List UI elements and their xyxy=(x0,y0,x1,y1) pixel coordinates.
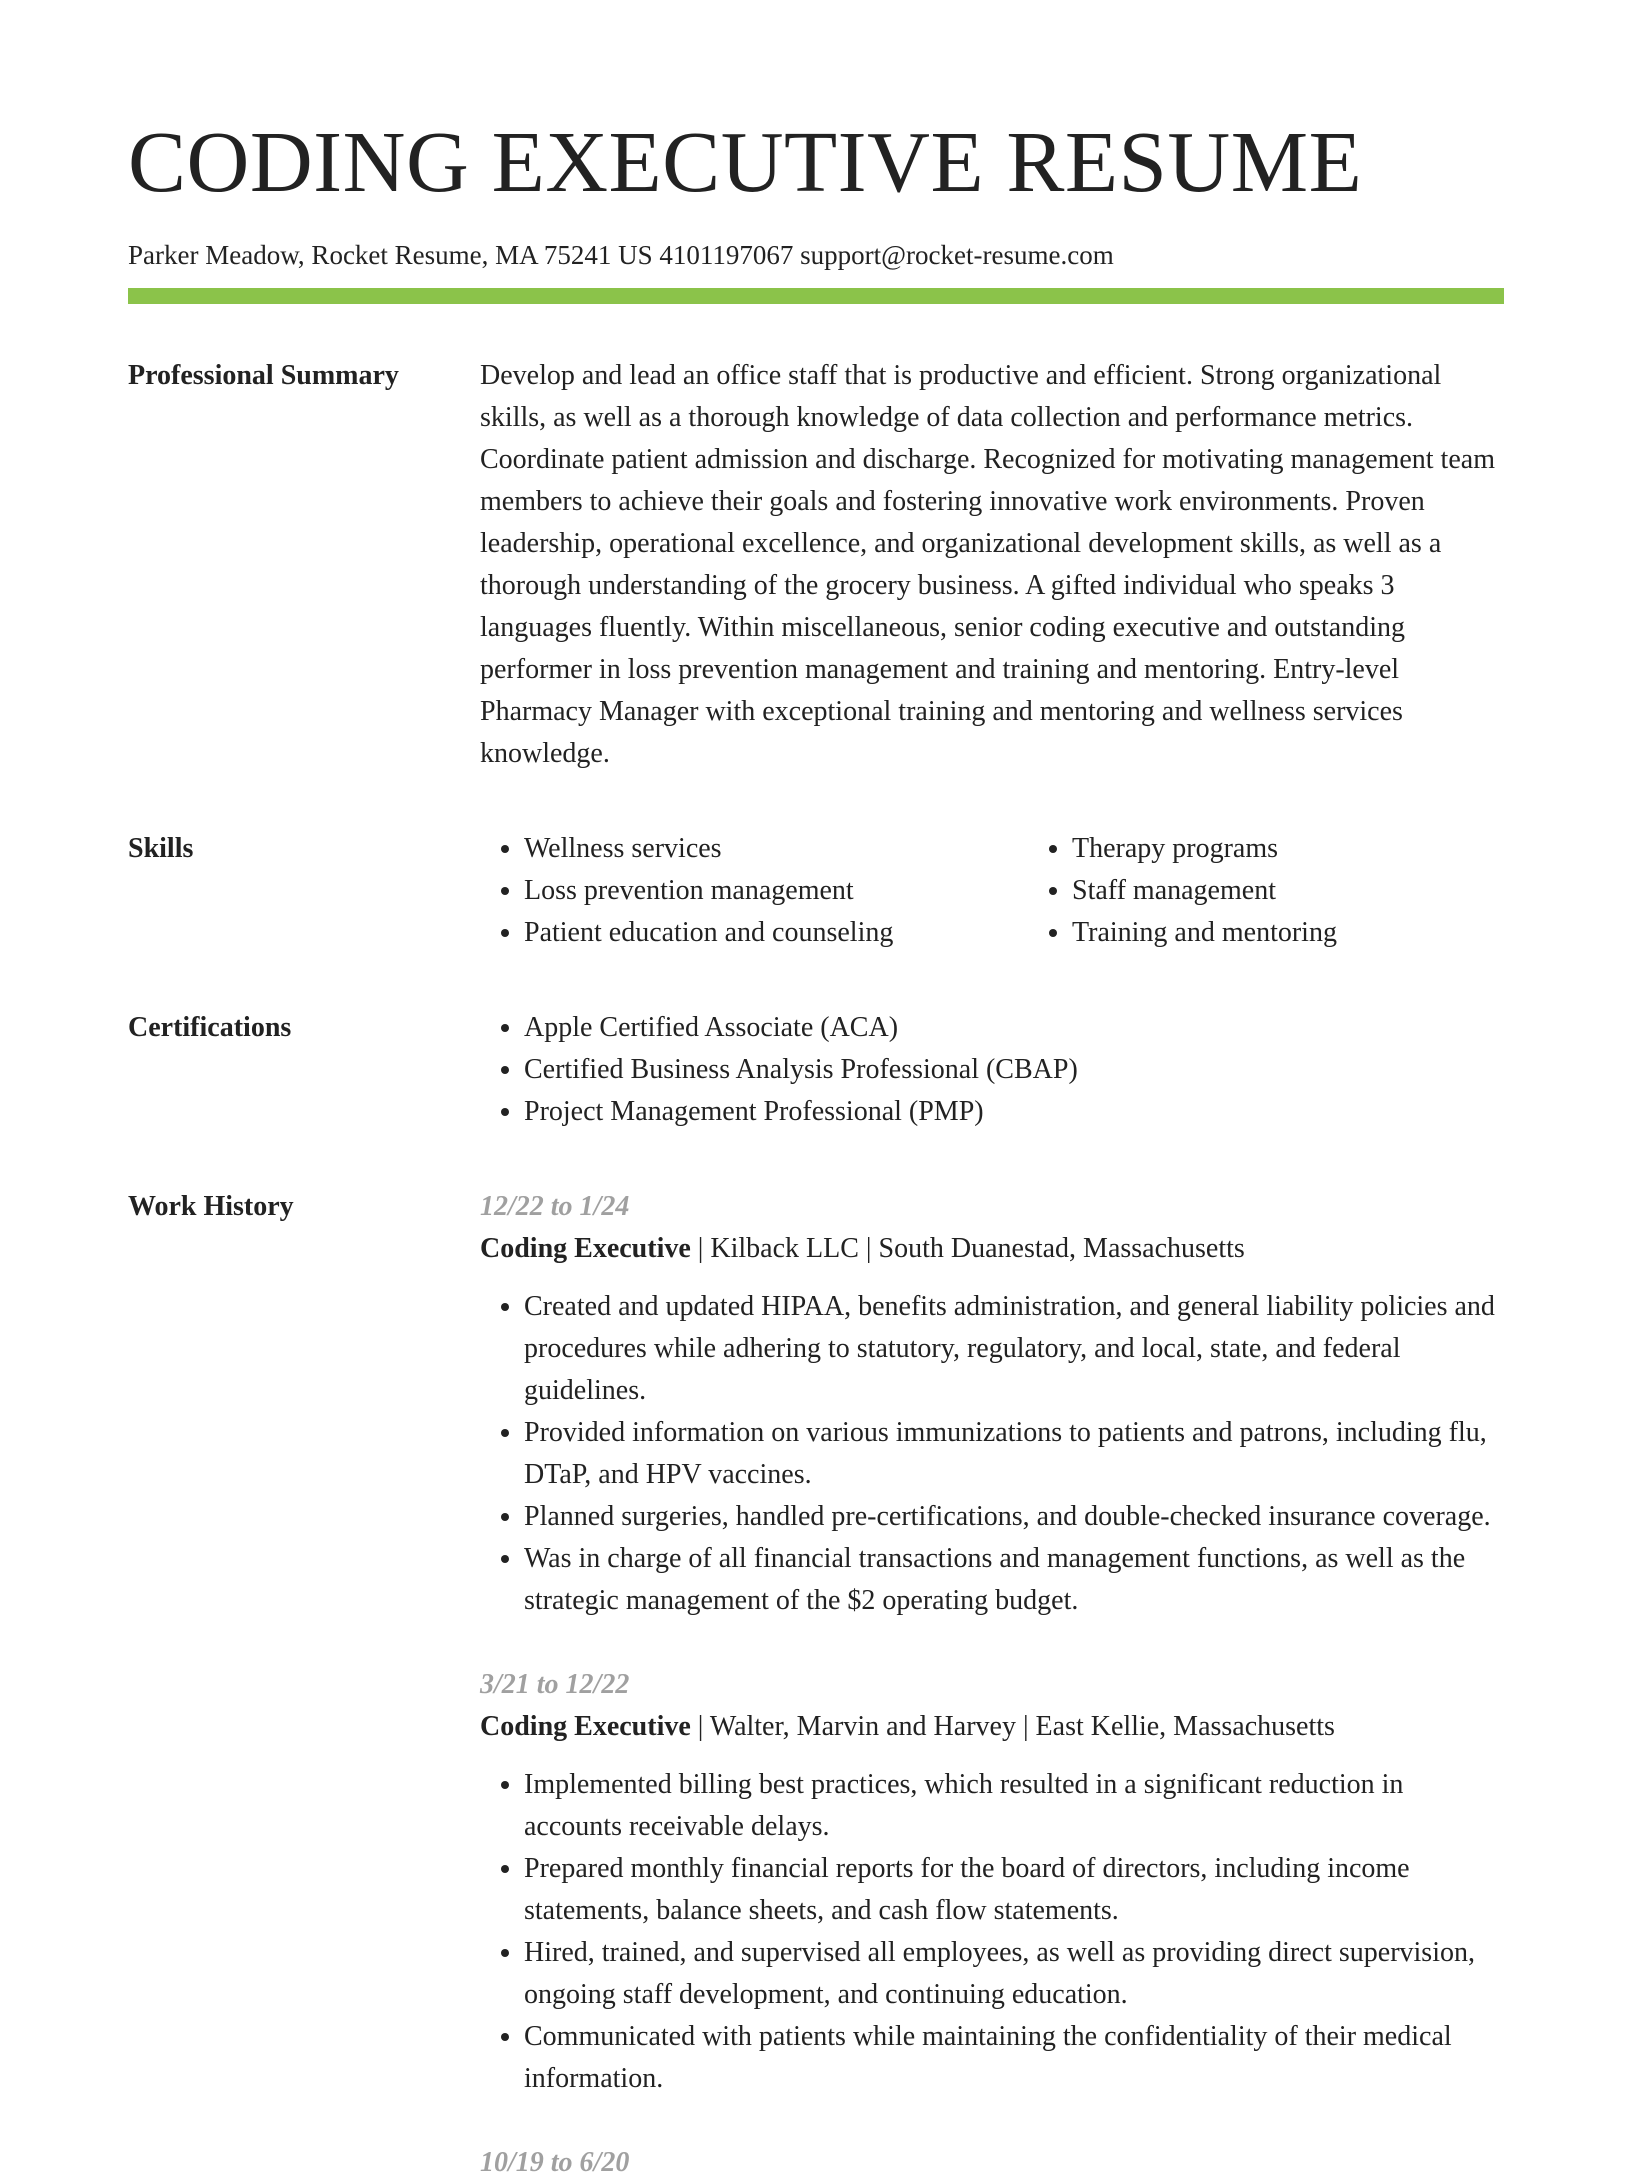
resume-page xyxy=(128,0,1504,2184)
job-date: 3/21 to 12/22 xyxy=(480,1669,630,1701)
certifications-section xyxy=(128,1007,1504,1133)
skill-item: • Therapy programs xyxy=(1072,828,1337,870)
job-entry xyxy=(480,1186,1504,1622)
job-bullet: • Provided information on various immunizations to patients and patrons, including flu, DTaP, and HPV vaccines. xyxy=(524,1412,1504,1496)
section-label-work-history: Work History xyxy=(128,1191,294,1223)
job-heading xyxy=(480,1228,1504,1270)
skill-item: • Loss prevention management xyxy=(524,870,1028,912)
skill-item: • Patient education and counseling xyxy=(524,912,1028,954)
job-bullet-list xyxy=(480,1286,1504,1622)
job-details: | Kilback LLC | South Duanestad, Massachusetts xyxy=(690,1233,1245,1265)
job-details: | Walter, Marvin and Harvey | East Kellie, Massachusetts xyxy=(690,1711,1335,1743)
job-bullet: • Planned surgeries, handled pre-certifications, and double-checked insurance coverage. xyxy=(524,1496,1504,1538)
resume-title: CODING EXECUTIVE RESUME xyxy=(128,113,1363,210)
work-history-body xyxy=(480,1186,1504,2184)
skills-list-left xyxy=(480,828,1028,954)
summary-section xyxy=(128,355,1504,775)
job-entry xyxy=(480,1664,1504,2100)
job-title: Coding Executive xyxy=(480,1711,691,1743)
section-label-summary: Professional Summary xyxy=(128,360,399,392)
job-bullet: • Prepared monthly financial reports for the board of directors, including income statements, balance sheets, and cash flow statements. xyxy=(524,1848,1504,1932)
summary-text: Develop and lead an office staff that is productive and efficient. Strong organizational skills, as well as a thorough knowledge of data collection and performance metrics. Coordinate patient admission and discharge. Recognized for motivating management team members to achieve their goals and fostering innovative work environments. Proven leadership, operational excellence, and organizational development skills, as well as a thorough understanding of the grocery business. A gifted individual who speaks 3 languages fluently. Within miscellaneous, senior coding executive and outstanding performer in loss prevention management and training and mentoring. Entry-level Pharmacy Manager with exceptional training and mentoring and wellness services knowledge. xyxy=(480,360,1495,770)
job-bullet: • Communicated with patients while maintaining the confidentiality of their medical information. xyxy=(524,2016,1504,2100)
job-bullet: • Was in charge of all financial transactions and management functions, as well as the strategic management of the $2 operating budget. xyxy=(524,1538,1504,1622)
job-bullet: • Implemented billing best practices, which resulted in a significant reduction in accounts receivable delays. xyxy=(524,1764,1504,1848)
certification-item: • Project Management Professional (PMP) xyxy=(524,1091,1504,1133)
skill-item: • Training and mentoring xyxy=(1072,912,1337,954)
summary-body xyxy=(480,355,1504,775)
section-label-certifications: Certifications xyxy=(128,1012,292,1044)
certification-item: • Apple Certified Associate (ACA) xyxy=(524,1007,1504,1049)
certification-item: • Certified Business Analysis Professional (CBAP) xyxy=(524,1049,1504,1091)
section-label-skills: Skills xyxy=(128,833,194,865)
header-divider xyxy=(128,288,1504,304)
job-date: 12/22 to 1/24 xyxy=(480,1191,630,1223)
work-history-section xyxy=(128,1186,1504,2184)
skill-item: • Wellness services xyxy=(524,828,1028,870)
job-date: 10/19 to 6/20 xyxy=(480,2147,630,2179)
skills-list-right xyxy=(1028,828,1337,954)
certifications-list xyxy=(480,1007,1504,1133)
job-heading xyxy=(480,1706,1504,1748)
job-bullet: • Created and updated HIPAA, benefits administration, and general liability policies and procedures while adhering to statutory, regulatory, and local, state, and federal guidelines. xyxy=(524,1286,1504,1412)
job-bullet: • Hired, trained, and supervised all employees, as well as providing direct supervision, ongoing staff development, and continuing education. xyxy=(524,1932,1504,2016)
skills-grid xyxy=(480,828,1504,954)
skill-item: • Staff management xyxy=(1072,870,1337,912)
certifications-body xyxy=(480,1007,1504,1133)
job-title: Coding Executive xyxy=(480,1233,691,1265)
contact-line: Parker Meadow, Rocket Resume, MA 75241 US 4101197067 support@rocket-resume.com xyxy=(128,240,1114,270)
skills-section xyxy=(128,828,1504,954)
job-entry xyxy=(480,2142,1504,2184)
job-bullet-list xyxy=(480,1764,1504,2100)
